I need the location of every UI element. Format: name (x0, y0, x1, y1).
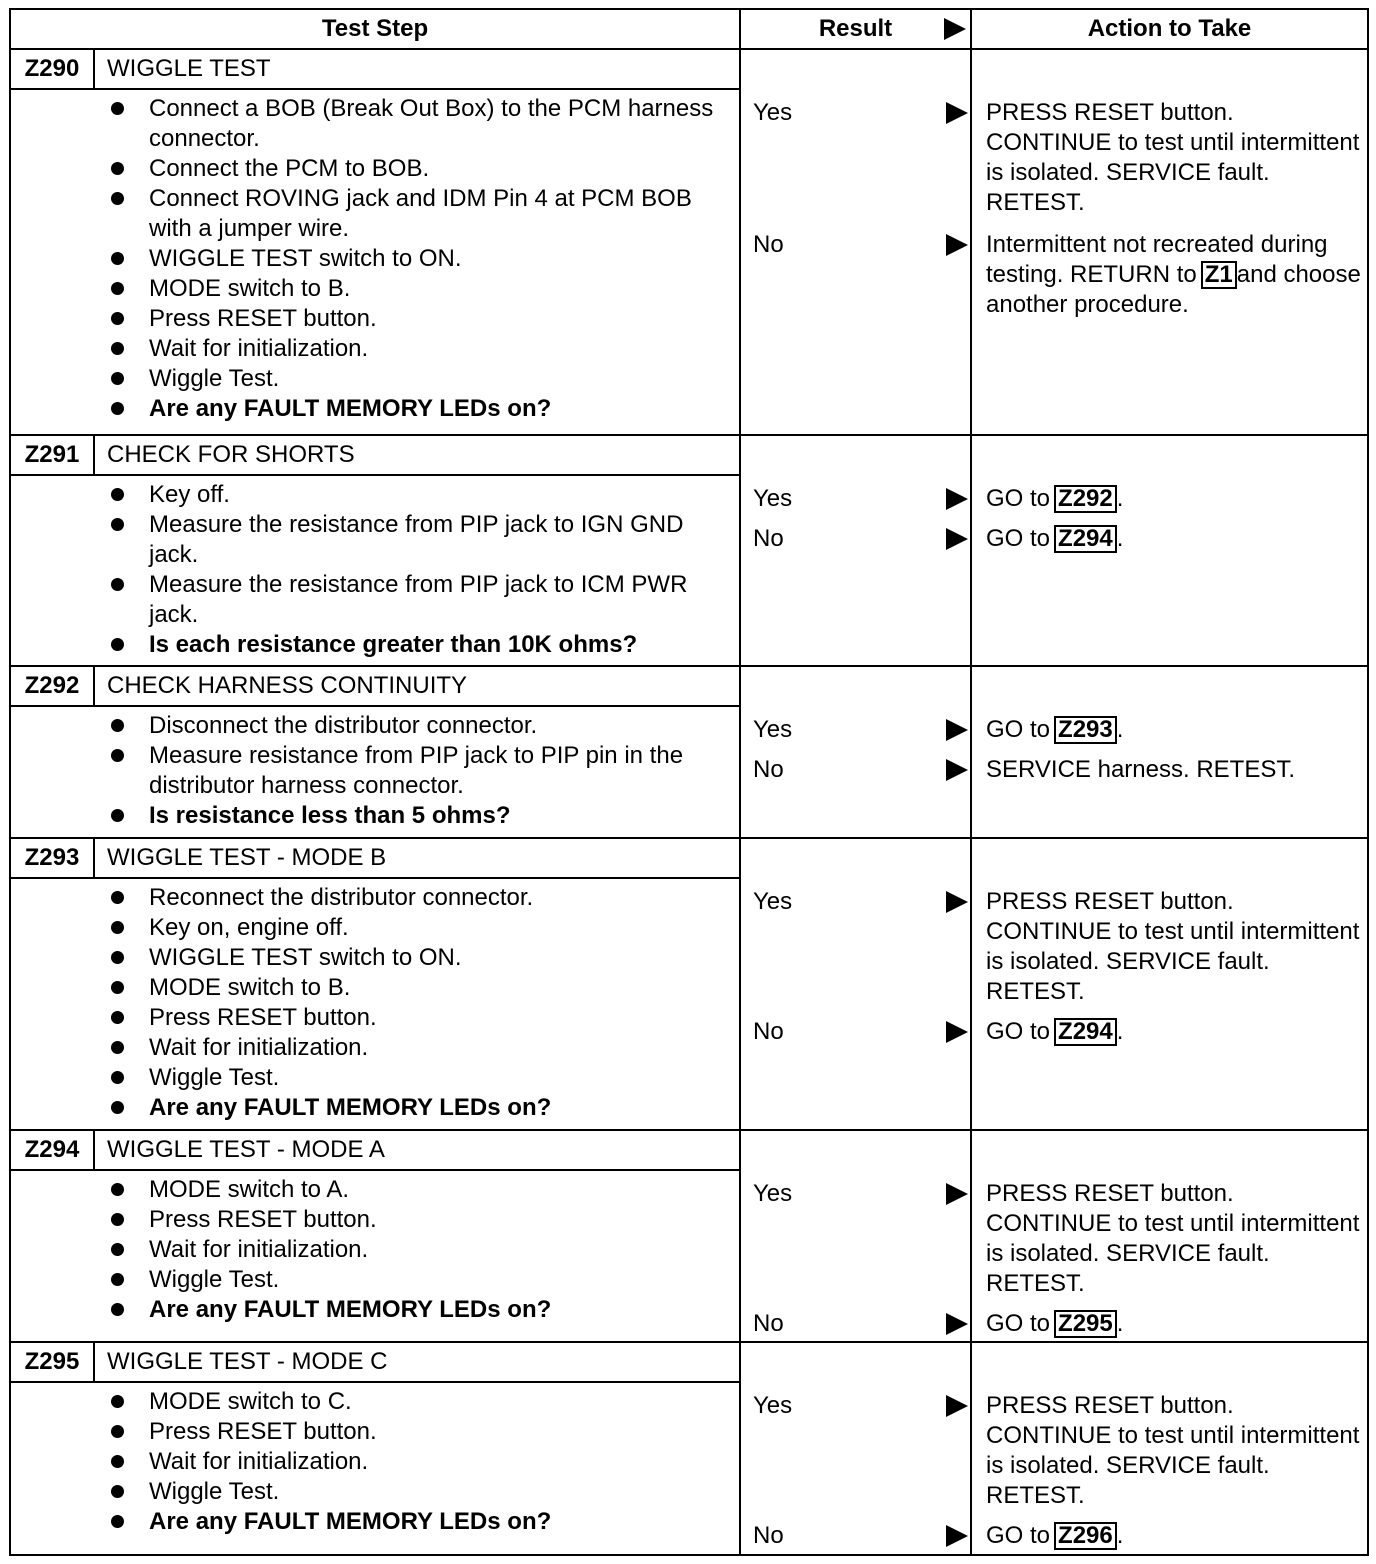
step-instruction (11, 741, 739, 801)
step-header (11, 1131, 739, 1171)
action-text: Intermittent not recreated during testing. RETURN to (986, 231, 1328, 288)
step-question (11, 801, 739, 831)
action-suffix: . (1116, 1018, 1124, 1045)
step-title: WIGGLE TEST (95, 50, 739, 90)
bullet-icon (111, 1303, 124, 1316)
test-step-cell (10, 435, 740, 666)
step-instruction (11, 480, 739, 510)
step-reference-link[interactable]: Z294 (1054, 525, 1117, 553)
result-no-label: No (753, 525, 784, 552)
step-id: Z293 (11, 839, 95, 879)
header-result (740, 9, 971, 49)
step-instruction (11, 913, 739, 943)
step-header (11, 667, 739, 707)
action-text: PRESS RESET button. CONTINUE to test until intermittent is isolated. SERVICE fault. RETEST. (986, 1180, 1360, 1297)
step-question (11, 1093, 739, 1123)
bullet-icon (111, 1485, 124, 1498)
bullet-icon (111, 1395, 124, 1408)
bullet-text: Wiggle Test. (149, 1064, 280, 1091)
action-yes (986, 1391, 1363, 1511)
step-question (11, 394, 739, 424)
step-header (11, 1343, 739, 1383)
step-title: WIGGLE TEST - MODE C (95, 1343, 739, 1383)
action-cell (971, 666, 1368, 838)
action-text: GO to (986, 716, 1051, 743)
bullet-icon (111, 252, 124, 265)
arrow-right-icon (944, 18, 966, 40)
step-bullets (11, 1383, 739, 1539)
result-yes (753, 715, 970, 745)
arrow-right-icon (946, 528, 968, 550)
bullet-icon (111, 518, 124, 531)
result-no (753, 230, 970, 260)
arrow-right-icon (946, 719, 968, 741)
step-row (10, 838, 1368, 1130)
step-instruction (11, 883, 739, 913)
step-instruction (11, 1477, 739, 1507)
bullet-text: Are any FAULT MEMORY LEDs on? (149, 395, 552, 422)
header-test-step: Test Step (10, 9, 740, 49)
step-bullets (11, 1171, 739, 1327)
step-instruction (11, 1265, 739, 1295)
arrow-right-icon (946, 1313, 968, 1335)
result-yes-label: Yes (753, 99, 793, 126)
bullet-icon (111, 981, 124, 994)
action-text: SERVICE harness. RETEST. (986, 756, 1295, 783)
result-yes-label: Yes (753, 485, 793, 512)
step-reference-link[interactable]: Z292 (1054, 485, 1117, 513)
step-instruction (11, 711, 739, 741)
bullet-icon (111, 891, 124, 904)
action-text: GO to (986, 1522, 1051, 1549)
bullet-text: Reconnect the distributor connector. (149, 884, 534, 911)
step-row (10, 49, 1368, 435)
step-title: WIGGLE TEST - MODE B (95, 839, 739, 879)
step-reference-link[interactable]: Z295 (1054, 1310, 1117, 1338)
arrow-right-icon (946, 1021, 968, 1043)
bullet-icon (111, 578, 124, 591)
result-cell (740, 1342, 971, 1555)
step-question (11, 630, 739, 660)
action-text: GO to (986, 1018, 1051, 1045)
bullet-text: Connect the PCM to BOB. (149, 155, 430, 182)
action-text: GO to (986, 485, 1051, 512)
step-header (11, 436, 739, 476)
result-yes (753, 98, 970, 128)
bullet-icon (111, 638, 124, 651)
step-instruction (11, 1447, 739, 1477)
step-instruction (11, 94, 739, 154)
step-instruction (11, 973, 739, 1003)
bullet-text: WIGGLE TEST switch to ON. (149, 245, 462, 272)
step-instruction (11, 1033, 739, 1063)
result-yes-label: Yes (753, 888, 793, 915)
action-no (986, 1521, 1363, 1551)
bullet-icon (111, 282, 124, 295)
bullet-text: Is resistance less than 5 ohms? (149, 802, 511, 829)
action-cell (971, 1130, 1368, 1342)
result-no (753, 524, 970, 554)
arrow-right-icon (946, 1395, 968, 1417)
bullet-icon (111, 1213, 124, 1226)
bullet-text: Measure the resistance from PIP jack to IGN GND jack. (149, 511, 684, 568)
header-row (10, 9, 1368, 49)
bullet-text: MODE switch to C. (149, 1388, 352, 1415)
result-cell (740, 838, 971, 1130)
step-row (10, 1130, 1368, 1342)
step-instruction (11, 274, 739, 304)
result-no-label: No (753, 1018, 784, 1045)
result-cell (740, 1130, 971, 1342)
step-title: CHECK HARNESS CONTINUITY (95, 667, 739, 707)
step-header (11, 839, 739, 879)
bullet-text: Measure the resistance from PIP jack to ICM PWR jack. (149, 571, 688, 628)
action-cell (971, 838, 1368, 1130)
bullet-icon (111, 312, 124, 325)
action-no (986, 1017, 1363, 1047)
bullet-icon (111, 162, 124, 175)
action-text: GO to (986, 525, 1051, 552)
bullet-icon (111, 102, 124, 115)
result-no-label: No (753, 756, 784, 783)
step-bullets (11, 879, 739, 1125)
bullet-icon (111, 1515, 124, 1528)
step-instruction (11, 1063, 739, 1093)
step-instruction (11, 510, 739, 570)
step-id: Z290 (11, 50, 95, 90)
bullet-text: Connect ROVING jack and IDM Pin 4 at PCM BOB with a jumper wire. (149, 185, 692, 242)
step-instruction (11, 334, 739, 364)
step-row (10, 666, 1368, 838)
bullet-icon (111, 342, 124, 355)
step-title: CHECK FOR SHORTS (95, 436, 739, 476)
bullet-icon (111, 1011, 124, 1024)
step-reference-link[interactable]: Z294 (1054, 1018, 1117, 1046)
step-reference-link[interactable]: Z293 (1054, 716, 1117, 744)
action-suffix: . (1116, 716, 1124, 743)
result-cell (740, 666, 971, 838)
result-yes (753, 1179, 970, 1209)
step-instruction (11, 1235, 739, 1265)
action-text: PRESS RESET button. CONTINUE to test until intermittent is isolated. SERVICE fault. RETEST. (986, 99, 1360, 216)
action-no (986, 230, 1363, 320)
bullet-text: Press RESET button. (149, 1418, 377, 1445)
step-bullets (11, 90, 739, 426)
bullet-text: Wiggle Test. (149, 1266, 280, 1293)
bullet-text: Wiggle Test. (149, 1478, 280, 1505)
bullet-text: Is each resistance greater than 10K ohms? (149, 631, 638, 658)
test-step-cell (10, 838, 740, 1130)
result-no (753, 1017, 970, 1047)
action-no (986, 755, 1363, 785)
bullet-text: WIGGLE TEST switch to ON. (149, 944, 462, 971)
bullet-icon (111, 921, 124, 934)
bullet-text: Connect a BOB (Break Out Box) to the PCM harness connector. (149, 95, 714, 152)
bullet-icon (111, 1041, 124, 1054)
step-instruction (11, 1205, 739, 1235)
action-text: PRESS RESET button. CONTINUE to test until intermittent is isolated. SERVICE fault. RETEST. (986, 888, 1360, 1005)
result-no (753, 755, 970, 785)
bullet-text: Key on, engine off. (149, 914, 349, 941)
action-suffix: . (1116, 485, 1124, 512)
result-yes (753, 887, 970, 917)
test-step-cell (10, 49, 740, 435)
bullet-icon (111, 1071, 124, 1084)
step-instruction (11, 244, 739, 274)
bullet-text: Are any FAULT MEMORY LEDs on? (149, 1296, 552, 1323)
bullet-text: Wait for initialization. (149, 335, 369, 362)
step-row (10, 1342, 1368, 1555)
bullet-text: Measure resistance from PIP jack to PIP pin in the distributor harness connector. (149, 742, 684, 799)
bullet-icon (111, 951, 124, 964)
result-no (753, 1309, 970, 1339)
bullet-icon (111, 1101, 124, 1114)
step-instruction (11, 1417, 739, 1447)
bullet-icon (111, 192, 124, 205)
result-no-label: No (753, 231, 784, 258)
bullet-icon (111, 402, 124, 415)
step-instruction (11, 1175, 739, 1205)
step-title: WIGGLE TEST - MODE A (95, 1131, 739, 1171)
result-no-label: No (753, 1522, 784, 1549)
step-reference-link[interactable]: Z296 (1054, 1522, 1117, 1550)
action-yes (986, 1179, 1363, 1299)
action-suffix: . (1116, 1310, 1124, 1337)
action-suffix: and choose another procedure. (986, 261, 1361, 318)
bullet-text: Key off. (149, 481, 230, 508)
action-yes (986, 98, 1363, 218)
bullet-text: Wait for initialization. (149, 1448, 369, 1475)
action-suffix: . (1116, 1522, 1124, 1549)
arrow-right-icon (946, 102, 968, 124)
arrow-right-icon (946, 234, 968, 256)
bullet-text: Press RESET button. (149, 305, 377, 332)
test-step-cell (10, 666, 740, 838)
result-yes-label: Yes (753, 1392, 793, 1419)
bullet-text: Press RESET button. (149, 1206, 377, 1233)
test-step-cell (10, 1130, 740, 1342)
bullet-icon (111, 749, 124, 762)
bullet-icon (111, 1183, 124, 1196)
bullet-icon (111, 1243, 124, 1256)
header-result-label: Result (818, 15, 893, 42)
bullet-icon (111, 809, 124, 822)
diagnostic-table (9, 8, 1369, 1556)
result-yes-label: Yes (753, 716, 793, 743)
bullet-icon (111, 1425, 124, 1438)
step-instruction (11, 304, 739, 334)
action-yes (986, 715, 1363, 745)
bullet-text: MODE switch to A. (149, 1176, 350, 1203)
arrow-right-icon (946, 759, 968, 781)
header-action: Action to Take (971, 9, 1368, 49)
action-text: GO to (986, 1310, 1051, 1337)
step-id: Z294 (11, 1131, 95, 1171)
result-yes (753, 484, 970, 514)
action-text: PRESS RESET button. CONTINUE to test until intermittent is isolated. SERVICE fault. RETEST. (986, 1392, 1360, 1509)
step-bullets (11, 707, 739, 833)
bullet-text: Disconnect the distributor connector. (149, 712, 538, 739)
step-id: Z291 (11, 436, 95, 476)
step-reference-link[interactable]: Z1 (1201, 261, 1237, 289)
bullet-text: MODE switch to B. (149, 275, 351, 302)
result-yes (753, 1391, 970, 1421)
step-instruction (11, 1003, 739, 1033)
test-step-cell (10, 1342, 740, 1555)
bullet-icon (111, 719, 124, 732)
step-question (11, 1295, 739, 1325)
bullet-icon (111, 488, 124, 501)
action-yes (986, 484, 1363, 514)
bullet-text: Wait for initialization. (149, 1034, 369, 1061)
step-bullets (11, 476, 739, 662)
step-instruction (11, 943, 739, 973)
result-cell (740, 435, 971, 666)
bullet-text: Press RESET button. (149, 1004, 377, 1031)
step-instruction (11, 364, 739, 394)
bullet-text: Are any FAULT MEMORY LEDs on? (149, 1508, 552, 1535)
arrow-right-icon (946, 488, 968, 510)
step-row (10, 435, 1368, 666)
bullet-text: Wiggle Test. (149, 365, 280, 392)
arrow-right-icon (946, 1183, 968, 1205)
step-id: Z292 (11, 667, 95, 707)
action-cell (971, 1342, 1368, 1555)
step-instruction (11, 1387, 739, 1417)
arrow-right-icon (946, 1525, 968, 1547)
bullet-text: MODE switch to B. (149, 974, 351, 1001)
action-no (986, 1309, 1363, 1339)
action-suffix: . (1116, 525, 1124, 552)
step-header (11, 50, 739, 90)
bullet-icon (111, 372, 124, 385)
result-no (753, 1521, 970, 1551)
action-cell (971, 435, 1368, 666)
step-instruction (11, 184, 739, 244)
step-instruction (11, 570, 739, 630)
action-cell (971, 49, 1368, 435)
arrow-right-icon (946, 891, 968, 913)
bullet-text: Are any FAULT MEMORY LEDs on? (149, 1094, 552, 1121)
bullet-icon (111, 1273, 124, 1286)
bullet-text: Wait for initialization. (149, 1236, 369, 1263)
result-no-label: No (753, 1310, 784, 1337)
step-id: Z295 (11, 1343, 95, 1383)
step-question (11, 1507, 739, 1537)
result-cell (740, 49, 971, 435)
result-yes-label: Yes (753, 1180, 793, 1207)
action-yes (986, 887, 1363, 1007)
action-no (986, 524, 1363, 554)
step-instruction (11, 154, 739, 184)
bullet-icon (111, 1455, 124, 1468)
